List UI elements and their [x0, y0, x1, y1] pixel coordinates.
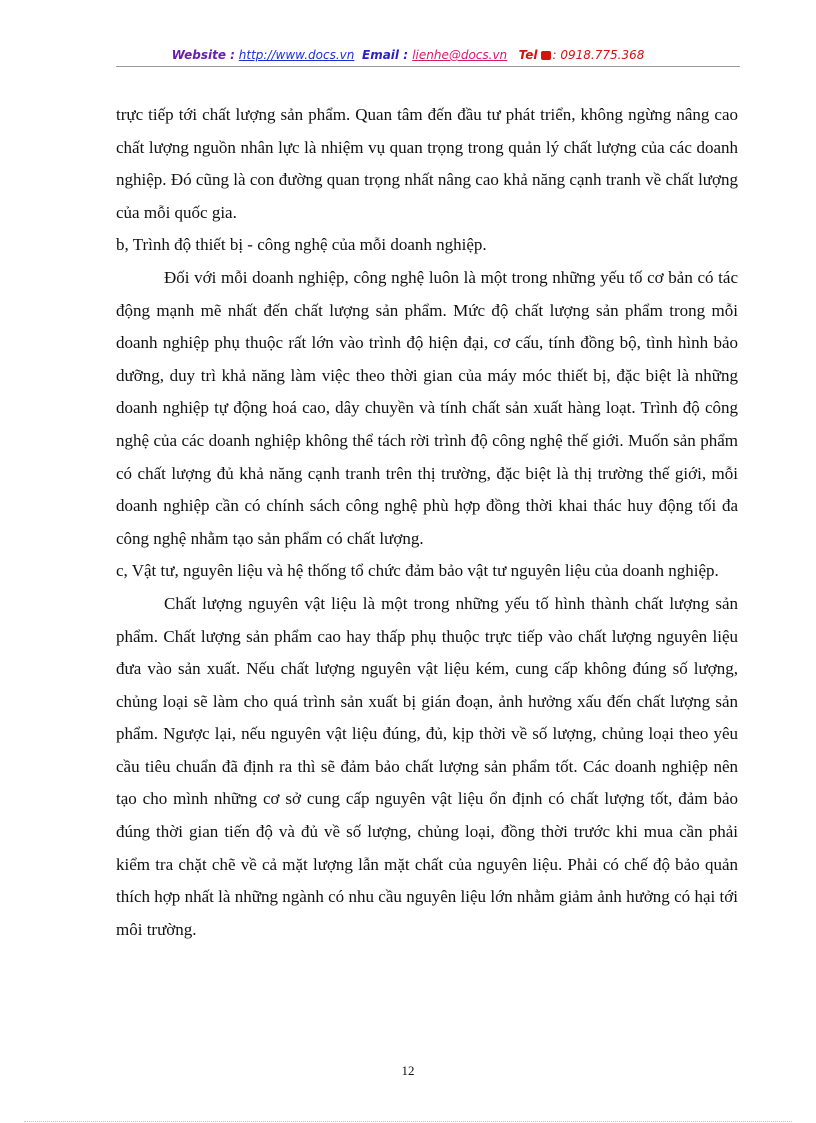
- email-label: Email: [362, 48, 400, 62]
- website-label: Website :: [171, 48, 235, 62]
- email-link[interactable]: lienhe@docs.vn: [412, 48, 508, 62]
- section-heading-c: c, Vật tư, nguyên liệu và hệ thống tổ chức đảm bảo vật tư nguyên liệu của doanh nghiệp.: [116, 561, 719, 581]
- website-link[interactable]: http://www.docs.vn: [238, 48, 355, 62]
- paragraph-technology: Đối với mỗi doanh nghiệp, công nghệ luôn là một trong những yếu tố cơ bản có tác động mạnh mẽ nhất đến chất lượng sản phẩm. Mức độ chất lượng sản phẩm trong mỗi doanh nghiệp phụ thuộc rất lớn vào trình độ hiện đại, cơ cấu, tính đồng bộ, tình hình bảo dưỡng, duy trì khả năng làm việc theo thời gian của máy móc thiết bị, đặc biệt là những doanh nghiệp tự động hoá cao, dây chuyền và tính chất sản xuất hàng loạt. Trình độ công nghệ của các doanh nghiệp không thể tách rời trình độ công nghệ thế giới. Muốn sản phẩm có chất lượng đủ khả năng cạnh tranh trên thị trường, đặc biệt là thị trường thế giới, mỗi doanh nghiệp cần có chính sách công nghệ phù hợp đồng thời khai thác huy động tối đa công nghệ nhằm tạo sản phẩm có chất lượng.: [116, 267, 738, 548]
- page-header: [0, 46, 816, 64]
- header-divider: [116, 66, 740, 67]
- email-separator: :: [399, 48, 413, 62]
- paragraph-continuation: trực tiếp tới chất lượng sản phẩm. Quan tâm đến đầu tư phát triển, không ngừng nâng cao chất lượng nguồn nhân lực là nhiệm vụ quan trọng trong quản lý chất lượng của các doanh nghiệp. Đó cũng là con đường quan trọng nhất nâng cao khả năng cạnh tranh về chất lượng của mỗi quốc gia.: [116, 105, 738, 222]
- section-heading-b: b, Trình độ thiết bị - công nghệ của mỗi doanh nghiệp.: [116, 235, 487, 255]
- phone-icon: [541, 51, 551, 60]
- footer-divider: [24, 1121, 792, 1122]
- tel-value: : 0918.775.368: [552, 48, 645, 62]
- tel-label: Tel: [518, 48, 538, 62]
- paragraph-materials: Chất lượng nguyên vật liệu là một trong những yếu tố hình thành chất lượng sản phẩm. Chất lượng sản phẩm cao hay thấp phụ thuộc trực tiếp vào chất lượng nguyên liệu đưa vào sản xuất. Nếu chất lượng nguyên vật liệu kém, cung cấp không đúng số lượng, chủng loại sẽ làm cho quá trình sản xuất bị gián đoạn, ảnh hưởng xấu đến chất lượng sản phẩm. Ngược lại, nếu nguyên vật liệu đúng, đủ, kịp thời về số lượng, chủng loại theo yêu cầu tiêu chuẩn đã định ra thì sẽ đảm bảo chất lượng sản phẩm tốt. Các doanh nghiệp nên tạo cho mình những cơ sở cung cấp nguyên vật liệu ổn định có chất lượng tốt, đảm bảo đúng thời gian tiến độ và đủ về số lượng, chủng loại, đồng thời trước khi mua cần phải kiểm tra chặt chẽ về cả mặt lượng lẫn mặt chất của nguyên liệu. Phải có chế độ bảo quản thích hợp nhất là những ngành có nhu cầu nguyên liệu lớn nhằm giảm ảnh hưởng có hại tới môi trường.: [116, 593, 738, 939]
- page-number: 12: [401, 1063, 415, 1078]
- document-body: [116, 99, 738, 946]
